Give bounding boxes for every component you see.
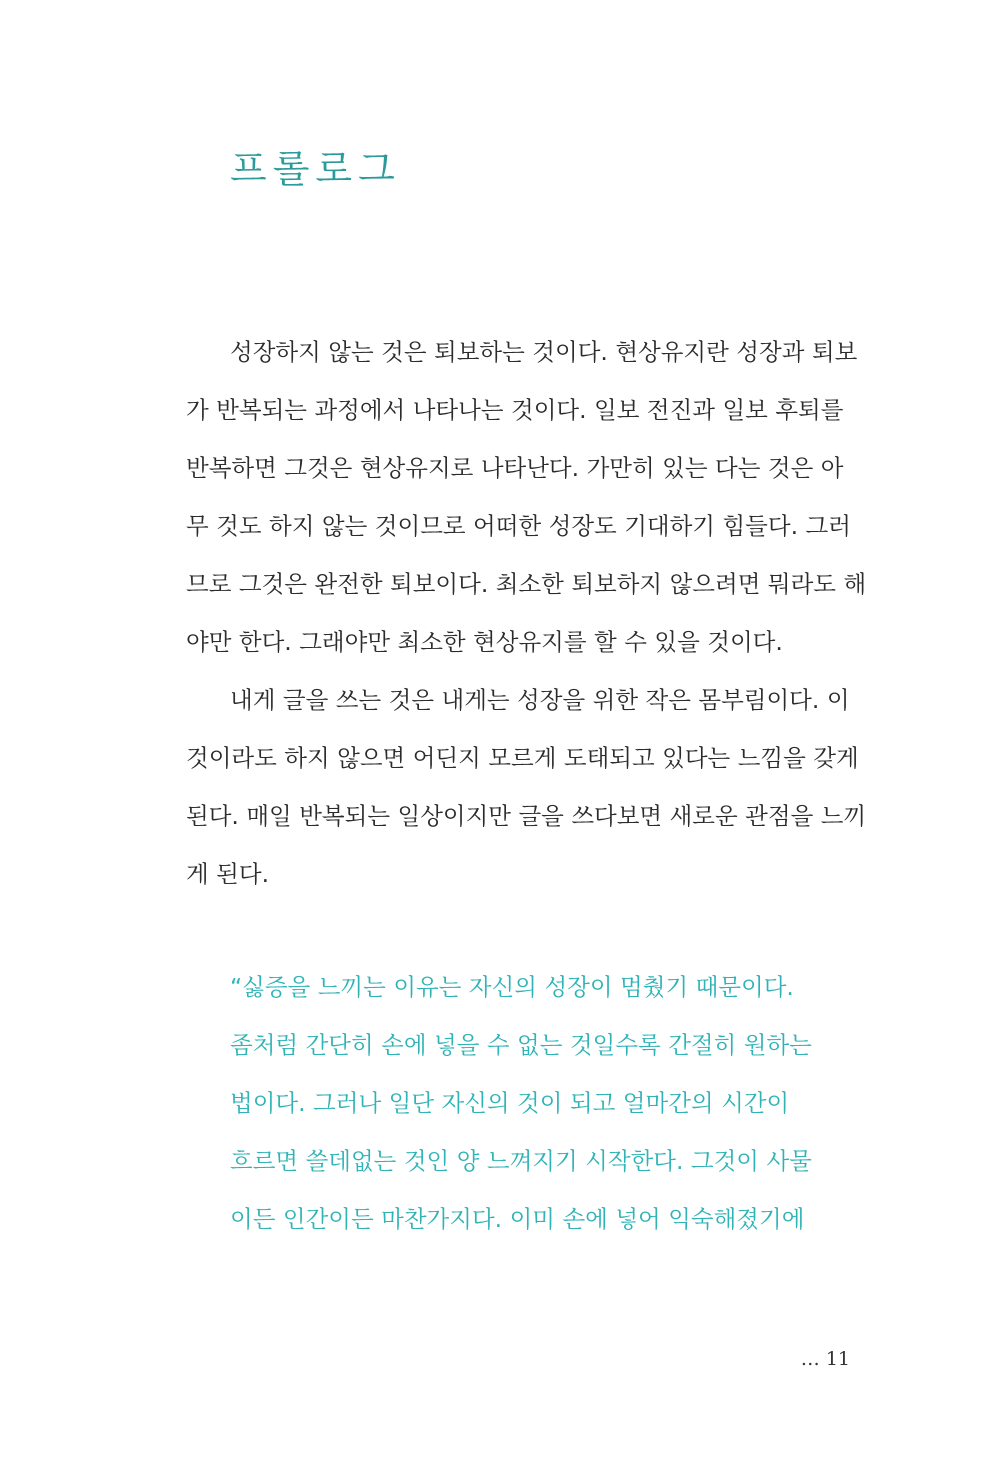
paragraph-line: 반복하면 그것은 현상유지로 나타난다. 가만히 있는 다는 것은 아 [186, 454, 844, 482]
quote-line: “싫증을 느끼는 이유는 자신의 성장이 멈췄기 때문이다. [230, 973, 794, 1001]
paragraph-line: 므로 그것은 완전한 퇴보이다. 최소한 퇴보하지 않으려면 뭐라도 해 [186, 570, 867, 598]
paragraph-line: 된다. 매일 반복되는 일상이지만 글을 쓰다보면 새로운 관점을 느끼 [186, 802, 867, 830]
paragraph-line: 것이라도 하지 않으면 어딘지 모르게 도태되고 있다는 느낌을 갖게 [186, 744, 859, 772]
quote-block [230, 967, 830, 1233]
quote-line: 법이다. 그러나 일단 자신의 것이 되고 얼마간의 시간이 [230, 1089, 790, 1117]
paragraph-line: 무 것도 하지 않는 것이므로 어떠한 성장도 기대하기 힘들다. 그러 [186, 512, 851, 540]
paragraph-line: 가 반복되는 과정에서 나타나는 것이다. 일보 전진과 일보 후퇴를 [186, 396, 844, 424]
quote-line: 흐르면 쓸데없는 것인 양 느껴지기 시작한다. 그것이 사물 [230, 1147, 812, 1175]
quote-line: 좀처럼 간단히 손에 넣을 수 없는 것일수록 간절히 원하는 [230, 1031, 812, 1059]
page-number: … 11 [800, 1348, 850, 1370]
chapter-title: 프롤로그 [230, 147, 401, 191]
body-paragraph-1 [186, 332, 867, 656]
paragraph-line: 야만 한다. 그래야만 최소한 현상유지를 할 수 있을 것이다. [186, 628, 783, 656]
paragraph-line: 내게 글을 쓰는 것은 내게는 성장을 위한 작은 몸부림이다. 이 [230, 686, 850, 714]
paragraph-line: 게 된다. [186, 860, 270, 888]
body-paragraph-2 [186, 680, 867, 910]
quote-line: 이든 인간이든 마찬가지다. 이미 손에 넣어 익숙해졌기에 [230, 1205, 805, 1233]
paragraph-line: 성장하지 않는 것은 퇴보하는 것이다. 현상유지란 성장과 퇴보 [230, 338, 858, 366]
